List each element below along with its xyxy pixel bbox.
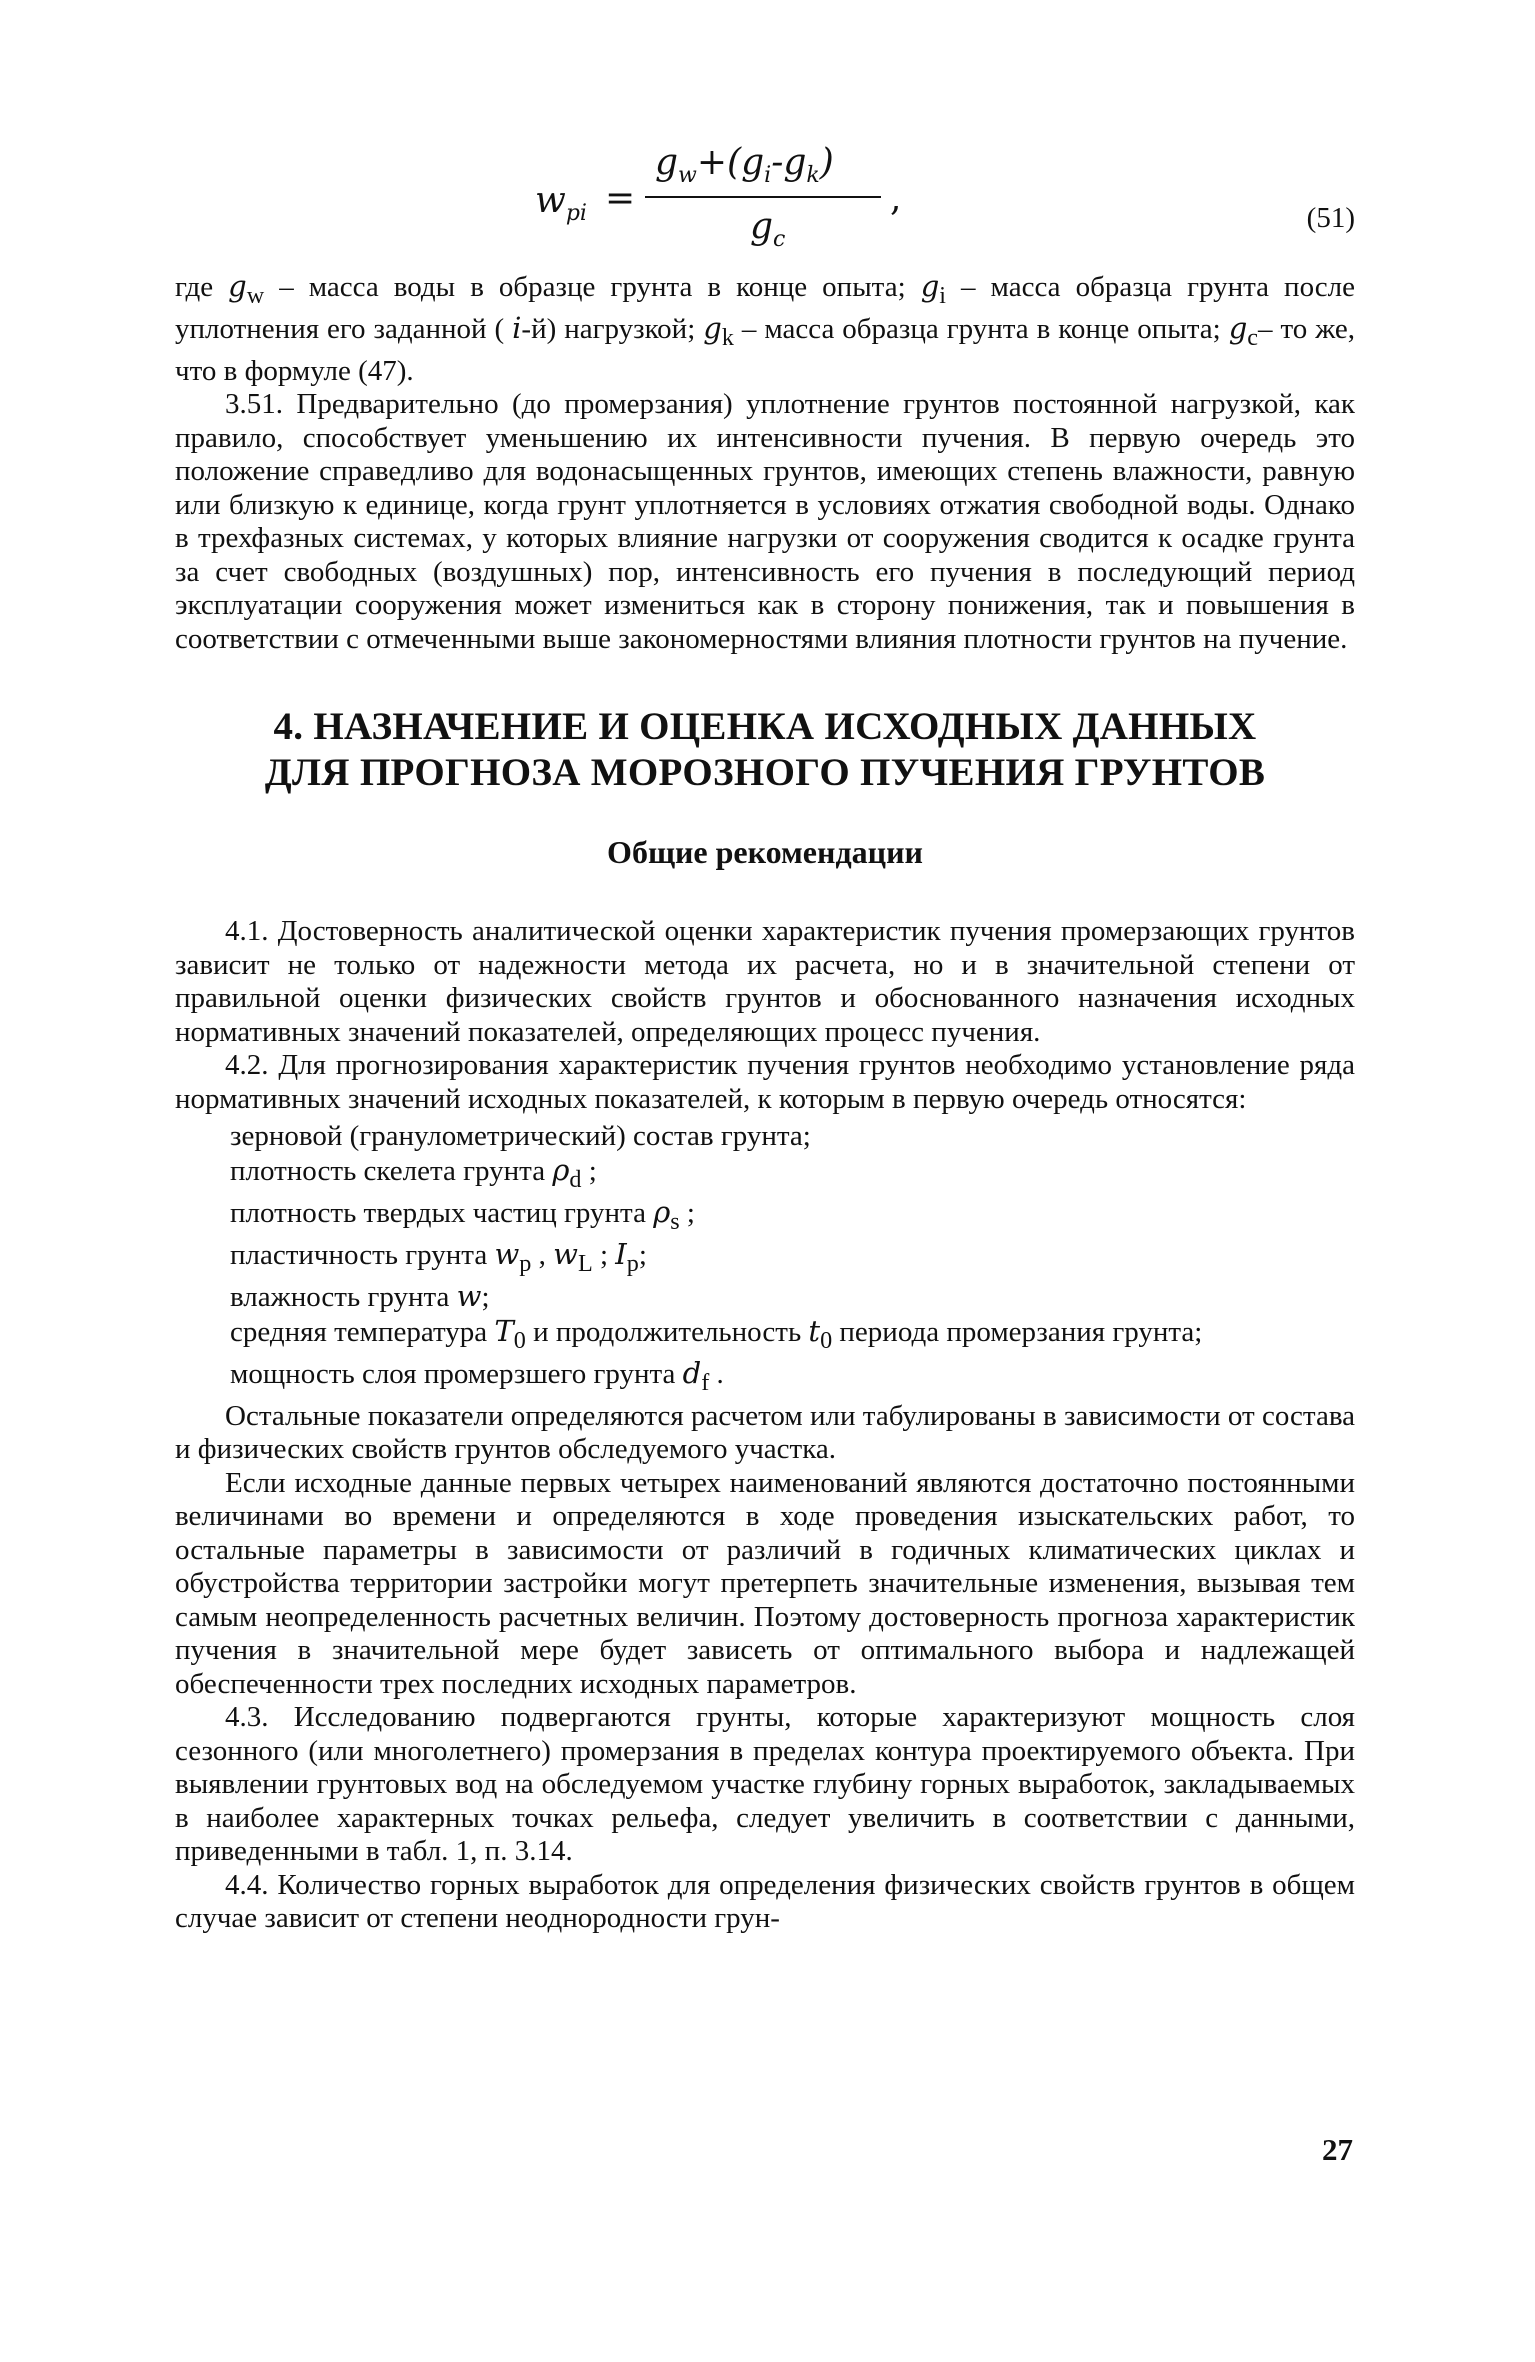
list-item: плотность скелета грунта $\rho_d$ ;: [230, 1152, 597, 1193]
clause-number: 4.2.: [225, 1049, 269, 1082]
list-item: зерновой (гранулометрический) состав грунта;: [230, 1120, 811, 1153]
clause-number: 4.1.: [225, 915, 269, 948]
paragraph-4-2: 4.2. Для прогнозирования характеристик пучения грунтов необходимо установление ряда нормативных значений исходных показателей, к которым в первую очередь относятся:: [175, 1049, 1355, 1115]
where-paragraph: где $g_w$ – масса воды в образце грунта в конце опыта; $g_i$ – масса образца грунта после уплотнения его заданной ( i-й) нагрузкой; $g_k$ – масса образца грунта в конце опыта; $g_c-$ то же, что в формуле (47).: [175, 269, 1356, 387]
page-body: [175, 140, 1355, 1936]
parameter-list: [230, 1120, 1355, 1399]
section-heading-line2: ДЛЯ ПРОГНОЗА МОРОЗНОГО ПУЧЕНИЯ ГРУНТОВ: [264, 751, 1266, 795]
list-item: мощность слоя промерзшего грунта $d_f$ .: [230, 1356, 724, 1397]
formula-comma: ,: [890, 178, 902, 219]
clause-number: 3.51.: [225, 388, 283, 421]
paragraph-4-4: 4.4. Количество горных выработок для определения физических свойств грунтов в общем случае зависит от степени неоднородности грун-: [175, 1868, 1355, 1935]
paragraph-rest-1: Остальные показатели определяются расчетом или табулированы в зависимости от состава и физических свойств грунтов обследуемого участка.: [175, 1399, 1355, 1466]
list-item: плотность твердых частиц грунта $\rho_s$ ;: [230, 1194, 695, 1235]
formula-equals: =: [605, 178, 636, 219]
clause-number: 4.4.: [225, 1868, 269, 1901]
list-item: влажность грунта w;: [230, 1279, 490, 1314]
formula-51: [175, 140, 1355, 260]
list-item: пластичность грунта $w_p$ , $w_L$ ; $I_p$;: [230, 1237, 647, 1277]
subheading: Общие рекомендации: [607, 834, 923, 871]
fraction-bar: [645, 196, 881, 198]
formula-denominator: $g_c$: [750, 206, 786, 253]
paragraph-4-3: 4.3. Исследованию подвергаются грунты, которые характеризуют мощность слоя сезонного (или многолетнего) промерзания в пределах контура проектируемого объекта. При выявлении грунтовых вод на обследуемом участке глубину горных выработок, закладываемых в наиболее характерных точках рельефа, следует увеличить в соответствии с данными, приведенными в табл. 1, п. 3.14.: [175, 1701, 1355, 1868]
paragraph-4-1: 4.1. Достоверность аналитической оценки характеристик пучения промерзающих грунтов зависит не только от надежности метода их расчета, но и в значительной степени от правильной оценки физических свойств грунтов и обоснованного назначения исходных нормативных значений показателей, определяющих процесс пучения.: [175, 915, 1355, 1048]
list-item: средняя температура $T_0$ и продолжительность $t_0$ периода промерзания грунта;: [230, 1313, 1203, 1354]
clause-number: 4.3.: [225, 1701, 269, 1734]
section-heading: [175, 704, 1355, 796]
paragraph-rest-2: Если исходные данные первых четырех наименований являются достаточно постоянными величинами во времени и определяются в ходе проведения изыскательских работ, то остальные параметры в зависимости от различий в годичных климатических циклах и обустройства территории застройки могут претерпеть значительные изменения, вызывая тем самым неопределенность расчетных величин. Поэтому достоверность прогноза характеристик пучения в значительной мере будет зависеть от оптимального выбора и надлежащей обеспеченности трех последних исходных параметров.: [175, 1466, 1355, 1700]
formula-numerator: $g_w+(g_i-g_k)$: [655, 142, 834, 189]
formula-lhs: $w_{pi}$: [535, 180, 587, 227]
equation-number: (51): [1306, 202, 1355, 234]
page-number: 27: [1322, 2132, 1353, 2167]
section-heading-line1: 4. НАЗНАЧЕНИЕ И ОЦЕНКА ИСХОДНЫХ ДАННЫХ: [273, 705, 1257, 749]
paragraph-3-51: 3.51. Предварительно (до промерзания) уплотнение грунтов постоянной нагрузкой, как правило, способствует уменьшению их интенсивности пучения. В первую очередь это положение справедливо для водонасыщенных грунтов, имеющих степень влажности, равную или близкую к единице, когда грунт уплотняется в условиях отжатия свободной воды. Однако в трехфазных системах, у которых влияние нагрузки от сооружения сводится к осадке грунта за счет свободных (воздушных) пор, интенсивность его пучения в последующий период эксплуатации сооружения может измениться как в сторону понижения, так и повышения в соответствии с отмеченными выше закономерностями влияния плотности грунтов на пучение.: [175, 388, 1355, 655]
